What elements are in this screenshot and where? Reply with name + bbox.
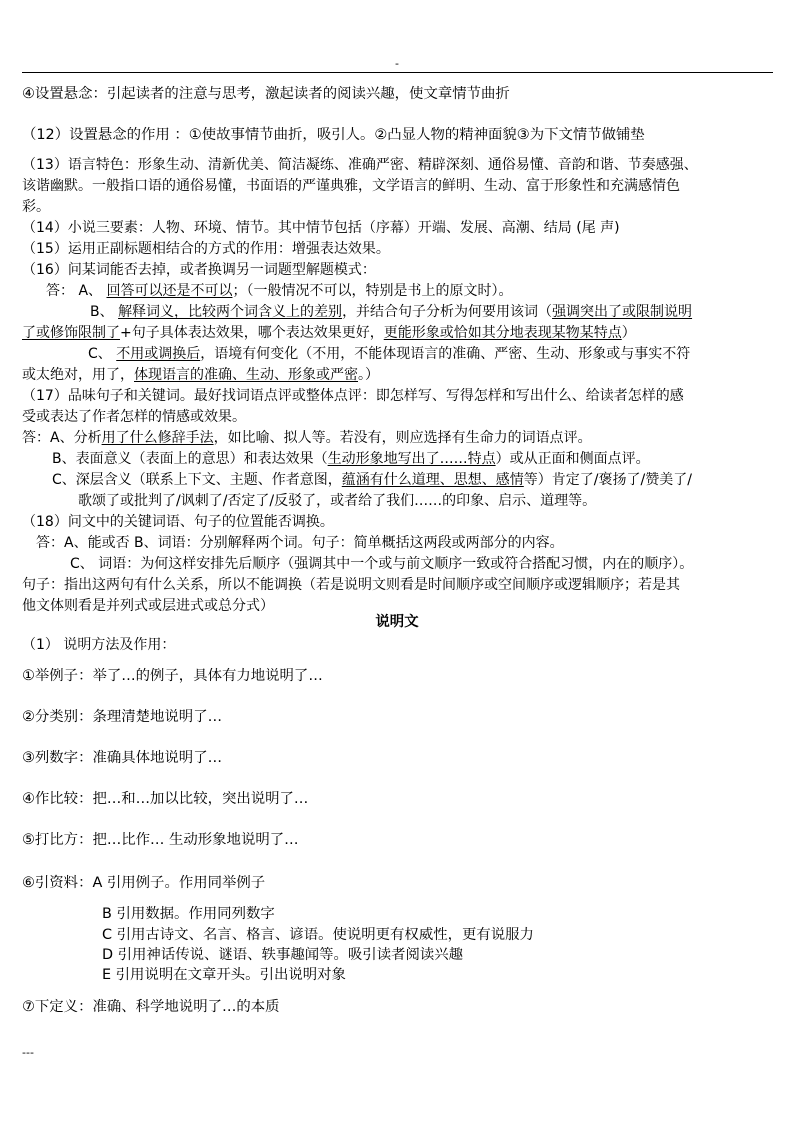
answer17-c-rest: 等）肯定了/褒扬了/赞美了/ xyxy=(523,472,692,488)
line-16-answer-a xyxy=(46,282,512,301)
answer-c-cont-end: 。） xyxy=(358,367,379,383)
answer-b-underlined: 解释词义，比较两个词含义上的差别 xyxy=(118,304,343,320)
method-compare: ④作比较：把…和…加以比较，突出说明了… xyxy=(22,791,309,807)
line-16-answer-c-cont xyxy=(22,366,379,385)
method-classify: ②分类别：条理清楚地说明了… xyxy=(22,709,222,725)
line-suspense-intro: ④设置悬念：引起读者的注意与思考，激起读者的阅读兴趣，使文章情节曲折 xyxy=(22,86,510,102)
answer17-b-underlined: 生动形象地写出了……特点 xyxy=(327,451,496,467)
line-12-suspense-effect: （12）设置悬念的作用 ：①使故事情节曲折，吸引人。②凸显人物的精神面貌③为下文情节做铺垫 xyxy=(22,127,645,143)
line-16-answer-b-cont xyxy=(22,324,636,343)
answer17-a-prefix: 答：A、分析 xyxy=(22,430,102,446)
header-mark: - xyxy=(395,57,399,70)
line-17-answer-c-cont: 歌颂了或批判了/讽刺了/否定了/反驳了，或者给了我们……的印象、启示、道理等。 xyxy=(78,493,597,509)
answer17-b-rest: ）或从正面和侧面点评。 xyxy=(495,451,650,467)
line-13-language-features: （13）语言特色：形象生动、清新优美、简洁凝练、准确严密、精辟深刻、通俗易懂、音韵和谐、节奏感强、 xyxy=(22,157,698,173)
method-cite: ⑥引资料：A 引用例子。作用同举例子 xyxy=(22,875,266,891)
line-17-answer-b xyxy=(52,450,650,469)
section-subtitle-methods: （1） 说明方法及作用： xyxy=(22,637,176,653)
section-title-expository: 说明文 xyxy=(375,614,419,630)
method-numbers: ③列数字：准确具体地说明了… xyxy=(22,750,222,766)
method-example: ①举例子：举了…的例子，具体有力地说明了… xyxy=(22,668,323,684)
answer-c-rest: ，语境有何变化（不用，不能体现语言的准确、严密、生动、形象或与事实不符 xyxy=(200,346,691,362)
line-14-novel-elements: （14）小说三要素：人物、环境、情节。其中情节包括（序幕）开端、发展、高潮、结局 (尾 声) xyxy=(22,220,620,236)
answer17-a-rest: ，如比喻、拟人等。若没有，则应选择有生命力的词语点评。 xyxy=(213,430,592,446)
method-definition: ⑦下定义：准确、科学地说明了…的本质 xyxy=(22,999,280,1015)
method-cite-b: B 引用数据。作用同列数字 xyxy=(102,906,275,922)
line-17-answer-a xyxy=(22,429,592,448)
line-18-sentence-cont: 他文体则看是并列式或层进式或总分式） xyxy=(22,598,274,614)
method-analogy: ⑤打比方：把…比作… 生动形象地说明了… xyxy=(22,832,299,848)
line-17-savor-sentence: （17）品味句子和关键词。最好找词语点评或整体点评：即怎样写、写得怎样和写出什么、给读者怎样的感 xyxy=(22,388,684,404)
answer17-a-underlined: 用了什么修辞手法 xyxy=(101,430,214,446)
line-13-cont-2: 彩。 xyxy=(22,199,50,215)
answer-a-underlined: 回答可以还是不可以 xyxy=(106,283,233,299)
answer-b-cont-underlined: 了或修饰限制了 xyxy=(22,325,120,341)
answer17-b-prefix: B、表面意义（表面上的意思）和表达效果（ xyxy=(52,451,328,467)
method-cite-d: D 引用神话传说、谜语、轶事趣闻等。吸引读者阅读兴趣 xyxy=(102,947,464,963)
footer-mark: --- xyxy=(22,1046,34,1059)
answer-a-rest: ；（一般情况不可以，特别是书上的原文时）。 xyxy=(232,283,513,299)
line-13-cont-1: 该谐幽默。一般指口语的通俗易懂，书面语的严谨典雅，文学语言的鲜明、生动、富于形象性和充满感情色 xyxy=(22,178,680,194)
method-cite-e: E 引用说明在文章开头。引出说明对象 xyxy=(102,967,346,983)
answer-c-cont-underlined: 体现语言的准确、生动、形象或严密 xyxy=(134,367,358,383)
answer-b-cont-underlined-2: 更能形象或恰如其分地表现某物某特点 xyxy=(383,325,622,341)
method-cite-c: C 引用古诗文、名言、格言、谚语。使说明更有权威性，更有说服力 xyxy=(102,927,534,943)
line-17-answer-c xyxy=(52,471,692,490)
line-18-swap-position: （18）问文中的关键词语、句子的位置能否调换。 xyxy=(22,514,334,530)
answer-b-middle: ，并结合句子分析为何要用该词（ xyxy=(342,304,553,320)
line-16-answer-b xyxy=(90,303,692,322)
line-18-sentence: 句子：指出这两句有什么关系，所以不能调换（若是说明文则看是时间顺序或空间顺序或逻辑顺序；若是其 xyxy=(22,577,680,593)
line-17-cont: 受或表达了作者怎样的情感或效果。 xyxy=(22,409,246,425)
line-16-answer-c xyxy=(88,345,690,364)
answer17-c-prefix: C、深层含义（联系上下文、主题、作者意图， xyxy=(52,472,342,488)
answer-b-cont-end: ） xyxy=(621,325,636,341)
line-18-answer-c: C、 词语：为何这样安排先后顺序（强调其中一个或与前文顺序一致或符合搭配习惯，内在的顺序）。 xyxy=(70,556,694,572)
answer-b-underlined-2: 强调突出了或限制说明 xyxy=(552,304,693,320)
answer-b-cont-middle: +句子具体表达效果，哪个表达效果更好， xyxy=(120,325,384,341)
answer17-c-underlined: 蕴涵有什么道理、思想、感情 xyxy=(341,472,524,488)
line-15-title-usage: （15）运用正副标题相结合的方式的作用：增强表达效果。 xyxy=(22,241,390,257)
answer-c-cont-prefix: 或太绝对，用了， xyxy=(22,367,134,383)
header-rule xyxy=(22,72,773,73)
answer-c-underlined: 不用或调换后 xyxy=(116,346,201,362)
answer-c-prefix: C、 xyxy=(88,346,117,362)
answer-a-prefix: 答： A、 xyxy=(46,283,107,299)
line-18-answer-ab: 答：A、能或否 B、词语：分别解释两个词。句子：简单概括这两段或两部分的内容。 xyxy=(36,535,564,551)
line-16-word-replace: （16）问某词能否去掉，或者换调另一词题型解题模式： xyxy=(22,262,376,278)
answer-b-prefix: B、 xyxy=(90,304,119,320)
